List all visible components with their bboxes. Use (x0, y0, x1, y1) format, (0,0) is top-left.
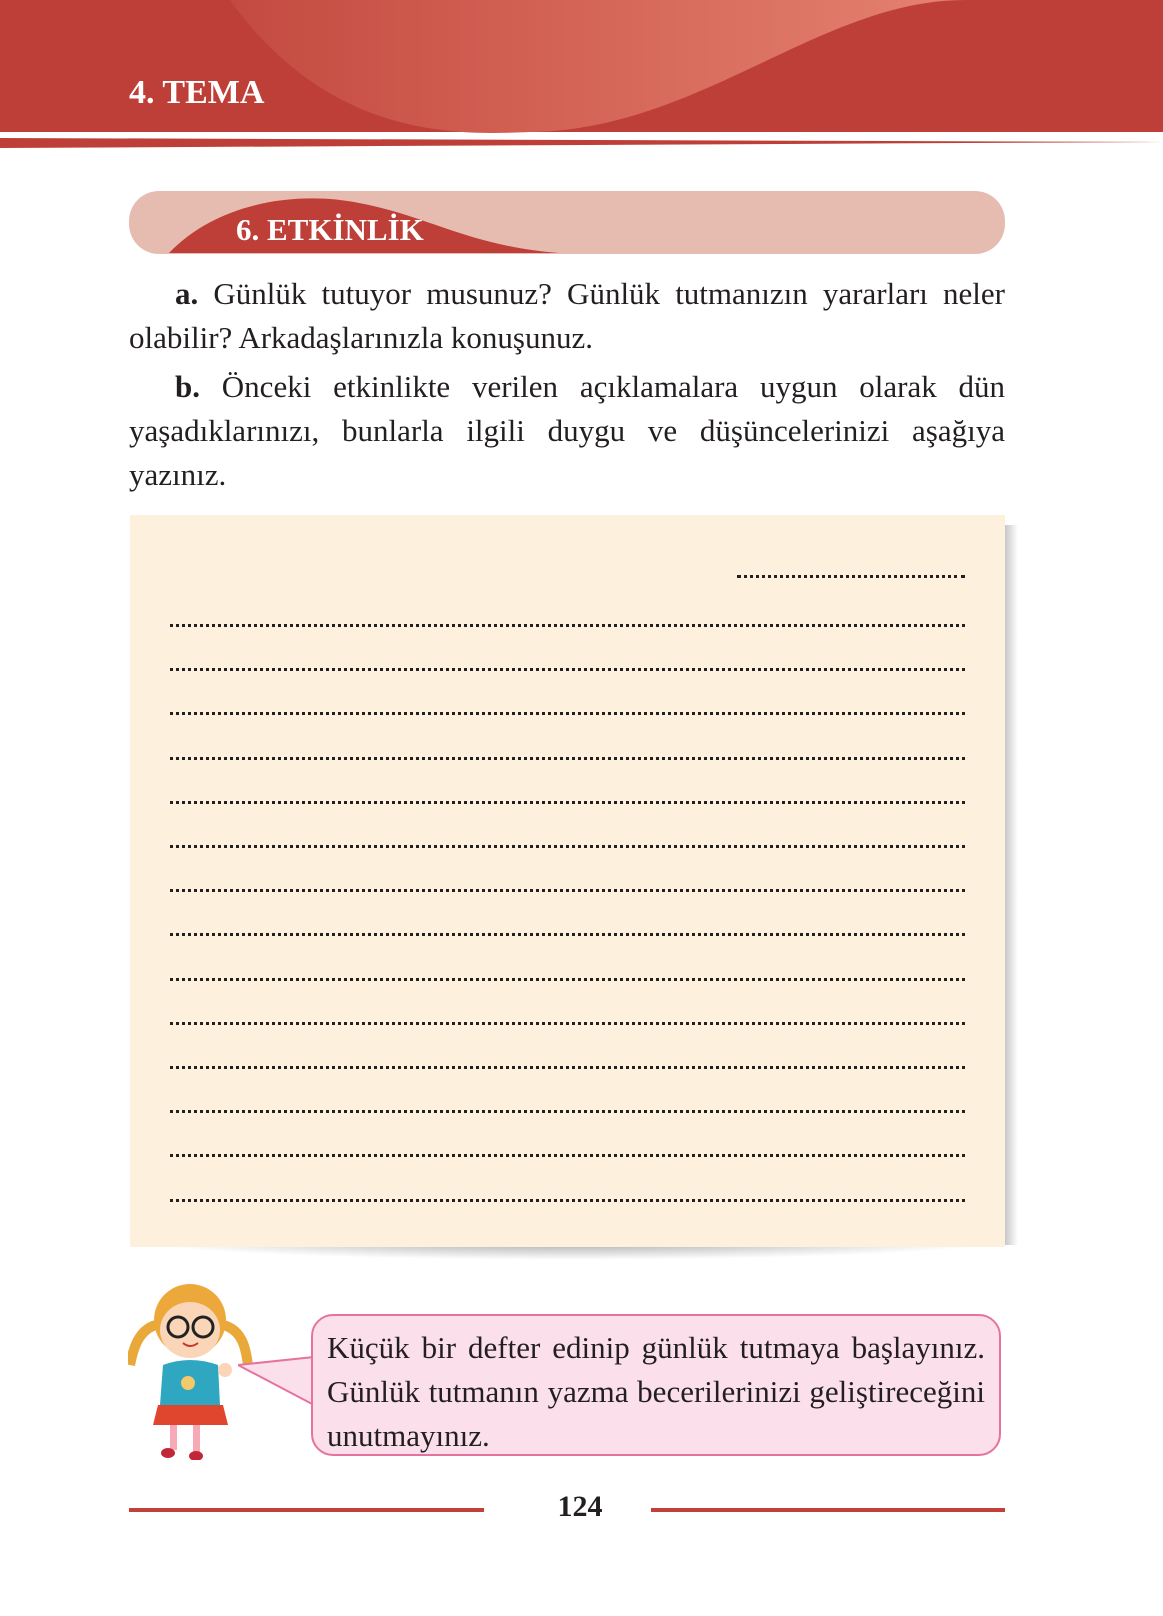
speech-bubble-tail (238, 1355, 318, 1415)
instruction-a (129, 272, 1005, 360)
instruction-a-label: a. (175, 276, 199, 311)
instruction-b-label: b. (175, 369, 200, 404)
writing-line[interactable] (170, 757, 965, 760)
writing-line[interactable] (170, 1154, 965, 1157)
date-line[interactable] (737, 575, 965, 578)
theme-title: 4. TEMA (129, 74, 265, 111)
writing-line[interactable] (170, 801, 965, 804)
writing-line[interactable] (170, 889, 965, 892)
footer-line-right (651, 1508, 1005, 1512)
activity-title: 6. ETKİNLİK (236, 212, 424, 247)
writing-line[interactable] (170, 624, 965, 627)
writing-line[interactable] (170, 933, 965, 936)
writing-line[interactable] (170, 845, 965, 848)
writing-line[interactable] (170, 668, 965, 671)
writing-area[interactable] (130, 515, 1005, 1247)
writing-line[interactable] (170, 978, 965, 981)
page-number: 124 (557, 1490, 603, 1523)
writing-line[interactable] (170, 1199, 965, 1202)
tip-speech-bubble (311, 1314, 1001, 1456)
instruction-b-text: Önceki etkinlikte verilen açıklamalara uygun olarak dün yaşadıklarınızı, bunlarla ilgili duygu ve düşüncelerinizi aşağıya yazınız. (129, 369, 1005, 492)
tip-text: Küçük bir defter edinip günlük tutmaya başlayınız. Günlük tutmanın yazma becerilerinizi geliştireceğini unutmayınız. (327, 1330, 985, 1453)
writing-line[interactable] (170, 1110, 965, 1113)
writing-line[interactable] (170, 1022, 965, 1025)
instruction-b (129, 365, 1005, 497)
instruction-a-text: Günlük tutuyor musunuz? Günlük tutmanızın yararları neler olabilir? Arkadaşlarınızla konuşunuz. (129, 276, 1005, 355)
footer-line-left (129, 1508, 484, 1512)
writing-line[interactable] (170, 712, 965, 715)
writing-line[interactable] (170, 1066, 965, 1069)
girl-illustration (128, 1275, 253, 1460)
